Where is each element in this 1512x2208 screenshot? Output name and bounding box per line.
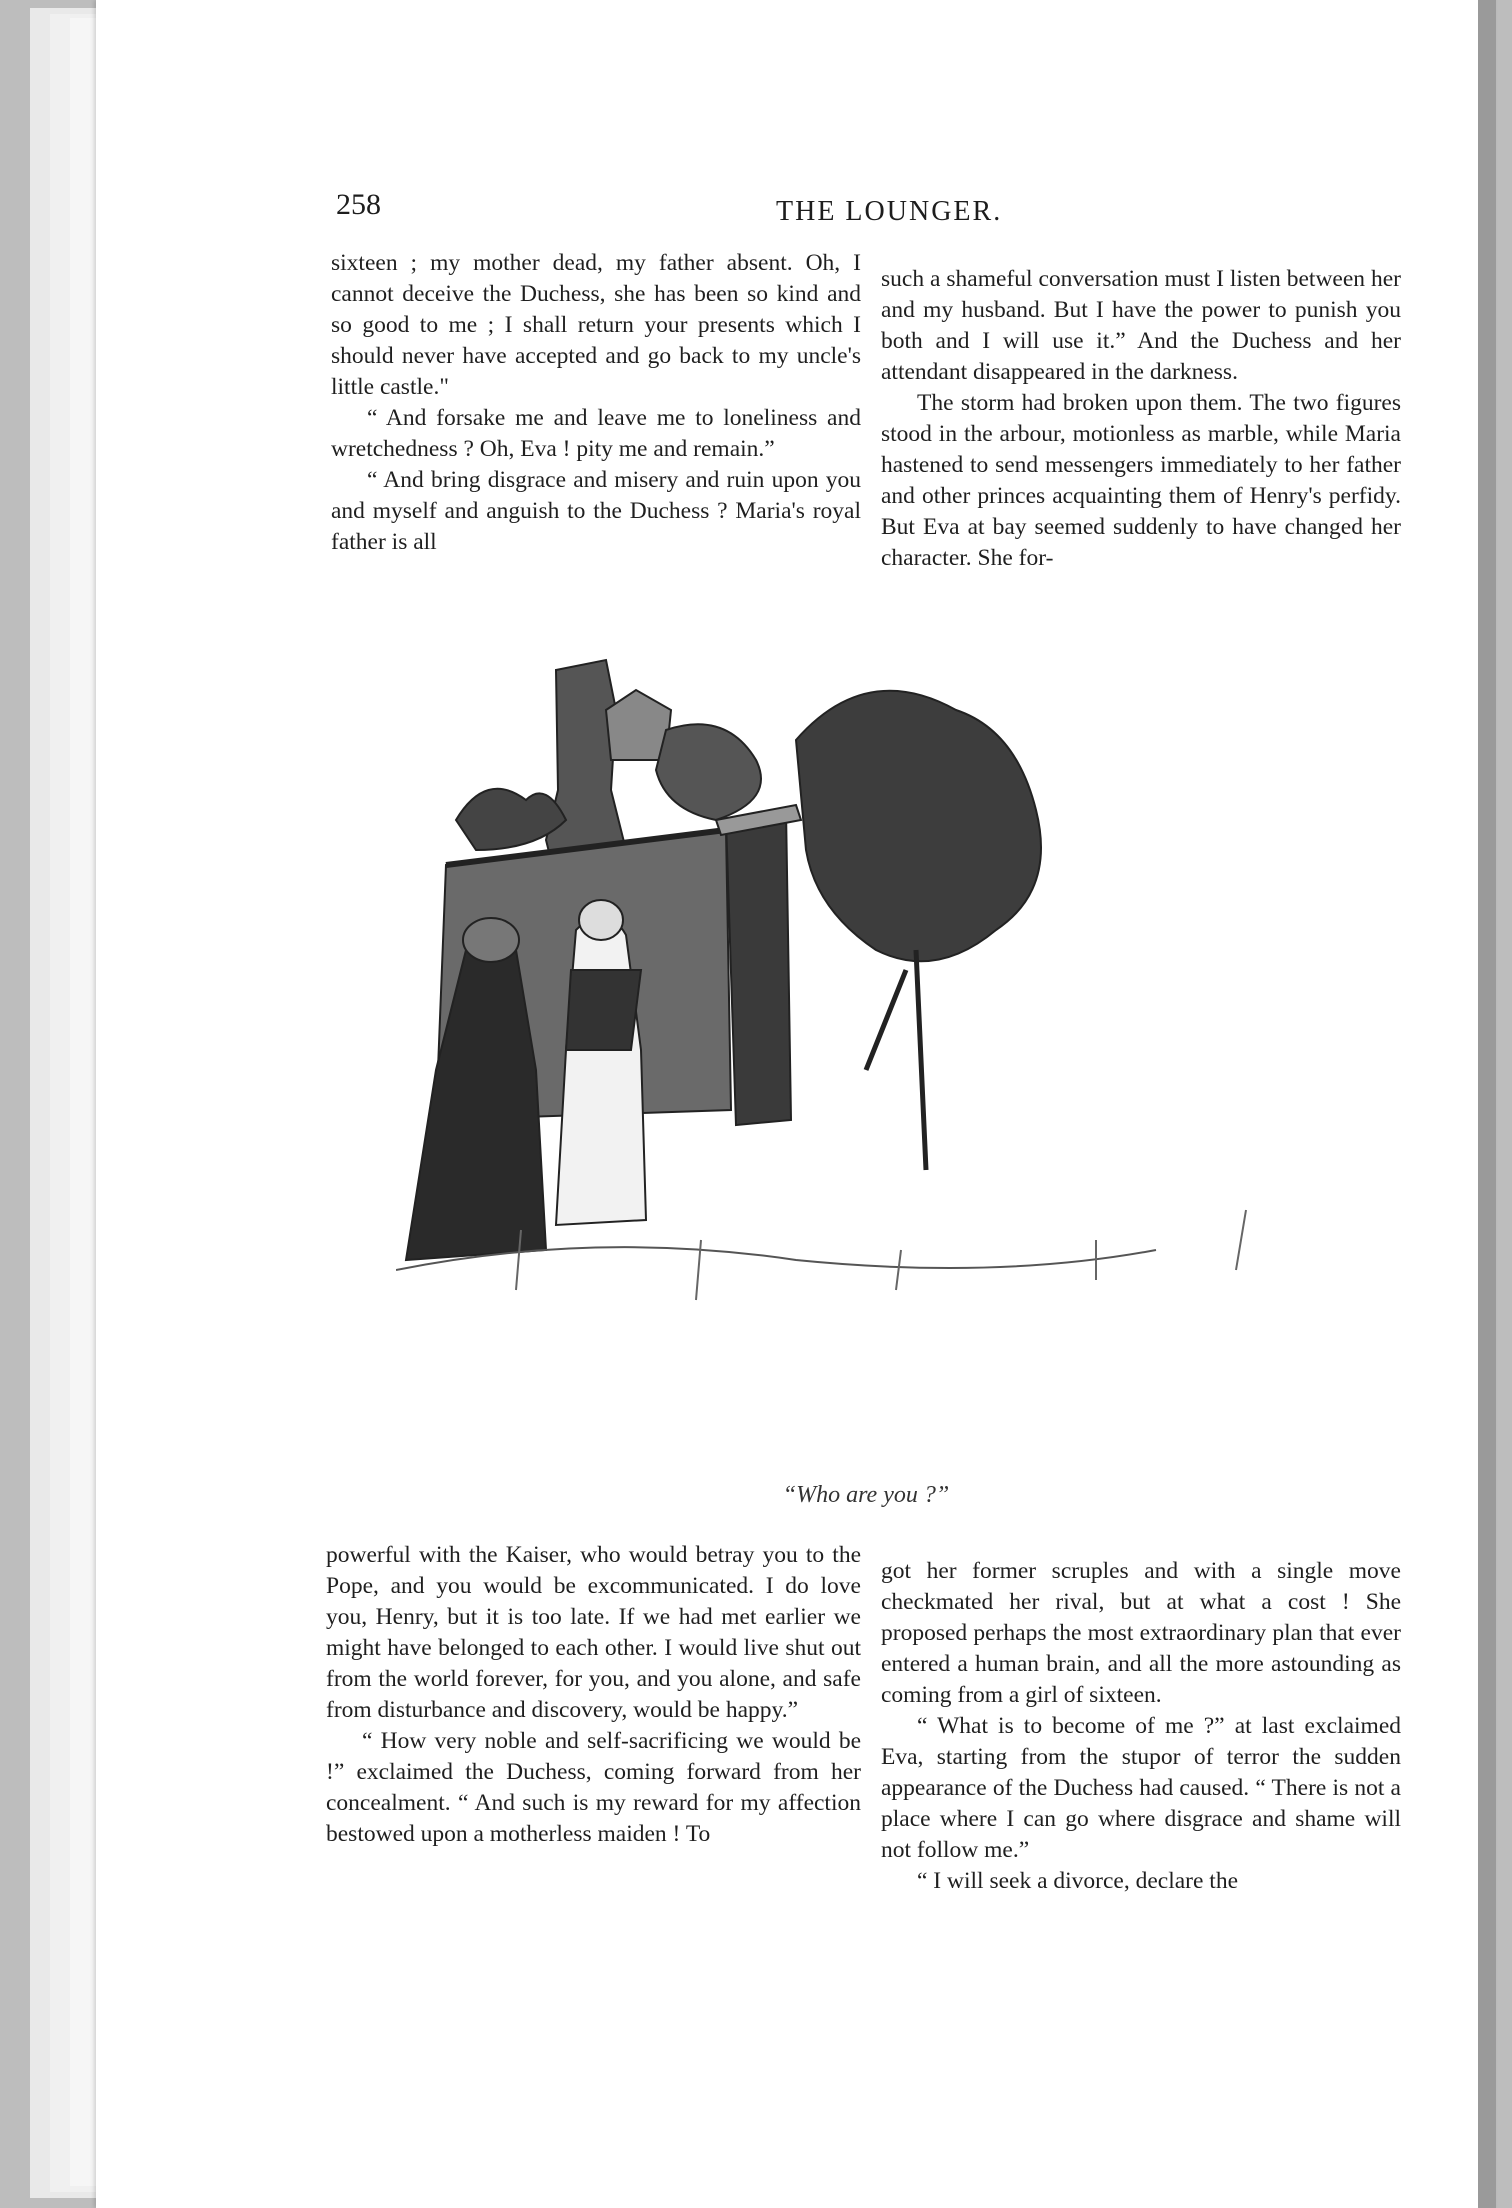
stone-pillar: [726, 810, 791, 1125]
paragraph: powerful with the Kaiser, who would betray you to the Pope, and you would be excommunicated. I do love you, Henry, but it is too late. If we had met earlier we might have belonged to each other. I would live shut out from the world forever, for you, and you alone, and safe from disturbance and discovery, would be happy.”: [326, 1542, 861, 1723]
column-top-left: [331, 248, 861, 558]
tree-cluster-center: [656, 724, 761, 820]
book-page: [96, 0, 1496, 2208]
engraving-illustration: [396, 650, 1436, 1490]
column-bottom-right: [881, 1556, 1401, 1897]
paragraph: such a shameful conversation must I listen between her and my husband. But I have the power to punish you both and I will use it.” And the Duchess and her attendant disappeared in the darkness.: [881, 266, 1401, 385]
paragraph: The storm had broken upon them. The two figures stood in the arbour, motionless as marble, while Maria hastened to send messengers immediately to her father and other princes acquainting them of Henry's perfidy. But Eva at bay seemed suddenly to have changed her character. She for-: [881, 390, 1401, 571]
page-gutter-edge: [1478, 0, 1496, 2208]
illustration-caption: “Who are you ?”: [782, 1482, 950, 1508]
paragraph: sixteen ; my mother dead, my father absent. Oh, I cannot deceive the Duchess, she has been so kind and so good to me ; I shall return your presents which I should never have accepted and go back to my uncle's little castle.": [331, 250, 861, 400]
page-number: 258: [336, 188, 381, 221]
paragraph: “ And forsake me and leave me to loneliness and wretchedness ? Oh, Eva ! pity me and remain.”: [331, 405, 861, 462]
tree-right: [796, 691, 1041, 961]
column-bottom-left: [326, 1540, 861, 1850]
running-title: THE LOUNGER.: [776, 196, 1003, 227]
paragraph: “ And bring disgrace and misery and ruin upon you and myself and anguish to the Duchess ? Maria's royal father is all: [331, 467, 861, 555]
page-header: [96, 188, 1496, 232]
column-top-right: [881, 264, 1401, 574]
paragraph: “ How very noble and self-sacrificing we would be !” exclaimed the Duchess, coming forward from her concealment. “ And such is my reward for my affection bestowed upon a motherless maiden ! To: [326, 1728, 861, 1847]
paragraph: “ What is to become of me ?” at last exclaimed Eva, starting from the stupor of terror the sudden appearance of the Duchess had caused. “ There is not a place where I can go where disgrace and shame will not follow me.”: [881, 1713, 1401, 1863]
paragraph: got her former scruples and with a single move checkmated her rival, but at what a cost ! She proposed perhaps the most extraordinary plan that ever entered a human brain, and all the more astounding as coming from a girl of sixteen.: [881, 1558, 1401, 1708]
paragraph: “ I will seek a divorce, declare the: [917, 1868, 1239, 1894]
